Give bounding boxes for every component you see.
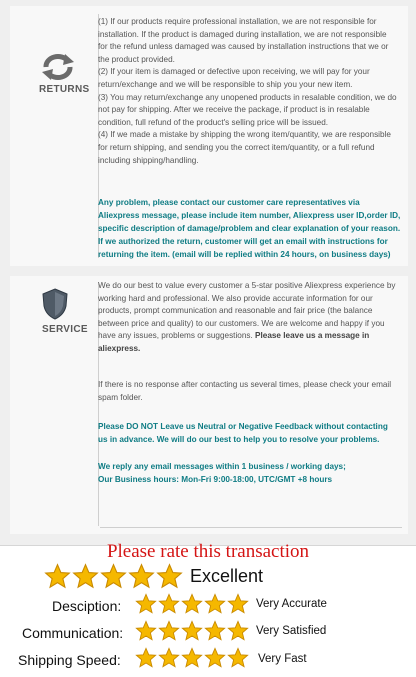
returns-cycle-icon <box>38 52 78 87</box>
service-reply-notice: We reply any email messages within 1 business / working days; <box>98 462 346 471</box>
rating-value: Very Fast <box>258 653 307 665</box>
star-group <box>135 593 249 615</box>
service-panel <box>10 276 408 534</box>
service-business-hours: Our Business hours: Mon-Fri 9:00-18:00, UTC/GMT +8 hours <box>98 475 333 484</box>
star-icon <box>158 593 180 615</box>
rating-value: Very Satisfied <box>256 625 327 637</box>
returns-paragraph: (2) If your item is damaged or defective upon receiving, we will pay for your return/exchange and we will be responsible to ship you your new item. <box>98 67 370 89</box>
returns-contact-notice: Any problem, please contact our customer care representatives via Aliexpress message, please include item number, Aliexpress user ID,order ID, specific description of damage/problem and clear explanation of your reason. If we authorized the return, customer will get an email with instructions for returning the item. (email will be replied within 24 hours, on business days) <box>98 198 401 259</box>
star-icon <box>204 647 226 669</box>
rating-row-shipping-speed <box>0 647 416 674</box>
rating-row-communication <box>0 620 416 647</box>
star-icon <box>72 563 99 590</box>
service-intro-bold: Please leave us a message in aliexpress. <box>98 331 370 353</box>
star-icon <box>227 593 249 615</box>
star-icon <box>100 563 127 590</box>
rating-overall <box>0 563 416 590</box>
rating-label: Desciption: <box>52 598 122 614</box>
returns-paragraph: (3) You may return/exchange any unopened products in resalable condition, we do not pay for shipping. After we receive the package, if product is in resalable condition, full refund of the product's selling price will be issued. <box>98 92 397 127</box>
star-icon <box>181 620 203 642</box>
star-icon <box>135 647 157 669</box>
star-icon <box>227 647 249 669</box>
star-group <box>135 620 249 642</box>
star-icon <box>156 563 183 590</box>
overall-rating-label: Excellent <box>190 566 264 586</box>
rating-label: Communication: <box>22 625 124 641</box>
star-group <box>135 647 249 669</box>
service-intro: We do our best to value every customer a 5-star positive Aliexpress experience by working hard and professional. We also provide accurate information for our products, prompt communication and reasonable and fair price (the balance between price and quality) to our customers. We are welcome and happy if you have any issues, problems or suggestions. <box>98 281 396 341</box>
star-icon <box>158 620 180 642</box>
star-icon <box>227 620 249 642</box>
star-group <box>44 563 183 590</box>
rate-transaction-title: Please rate this transaction <box>106 541 310 562</box>
divider-horizontal <box>100 527 402 528</box>
service-label: SERVICE <box>42 324 88 335</box>
returns-label: RETURNS <box>39 84 90 95</box>
star-icon <box>181 593 203 615</box>
returns-paragraph: (1) If our products require professional installation, we are not responsible for installation. If the product is damaged during installation, we are not responsible for the refund unless damaged was caused by installation instructions that we or the product provided. <box>98 17 389 64</box>
star-icon <box>44 563 71 590</box>
rating-label: Shipping Speed: <box>18 652 121 668</box>
returns-paragraph: (4) If we made a mistake by shipping the wrong item/quantity, we are responsible for return shipping, and sending you the correct item/quantity, or a full refund including shipping/handling. <box>98 130 391 165</box>
service-feedback-notice: Please DO NOT Leave us Neutral or Negative Feedback without contacting us in advance. We will do our best to help you to resolve your problems. <box>98 422 388 444</box>
service-no-response: If there is no response after contacting us several times, please check your email spam folder. <box>98 380 392 402</box>
service-text <box>98 280 398 356</box>
returns-panel <box>10 6 408 266</box>
star-icon <box>204 593 226 615</box>
star-icon <box>135 620 157 642</box>
rating-value: Very Accurate <box>256 598 327 610</box>
star-icon <box>158 647 180 669</box>
star-icon <box>204 620 226 642</box>
shield-icon <box>42 288 82 325</box>
rating-row-description <box>0 593 416 620</box>
star-icon <box>135 593 157 615</box>
star-icon <box>128 563 155 590</box>
returns-policy-text <box>98 16 398 167</box>
star-icon <box>181 647 203 669</box>
